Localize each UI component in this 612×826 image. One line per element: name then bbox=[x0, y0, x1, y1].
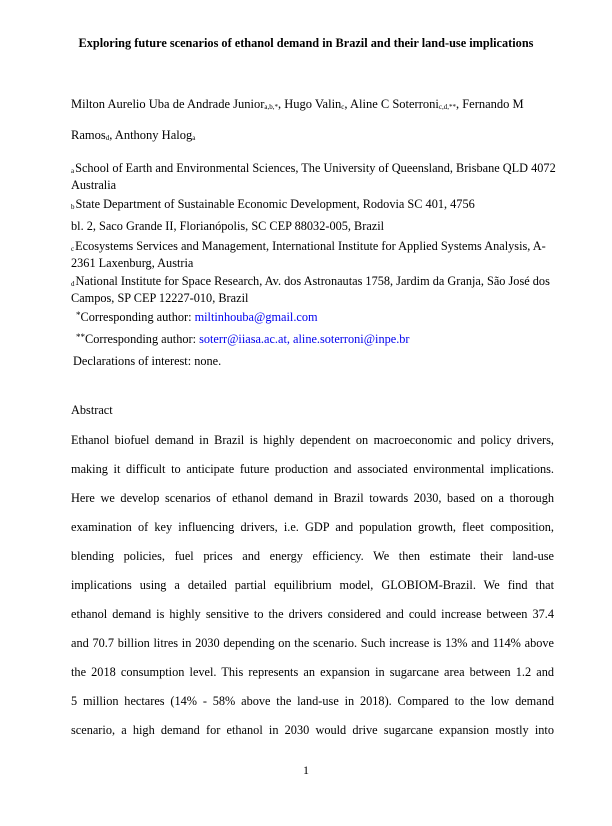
author-affiliation-mark: d bbox=[105, 134, 110, 142]
author-name: Anthony Halog bbox=[114, 128, 193, 142]
paper-title: Exploring future scenarios of ethanol demand in Brazil and their land-use implications bbox=[78, 36, 534, 50]
abstract-line: ethanol demand is highly sensitive to the drivers considered and could increase between 37.4 bbox=[71, 607, 554, 621]
affiliation-a bbox=[71, 161, 556, 192]
author-affiliation-mark: c,d,** bbox=[438, 103, 456, 111]
abstract-line: blending policies, fuel prices and energy efficiency. We then estimate their land-use bbox=[71, 549, 554, 563]
affiliation-mark: b bbox=[71, 203, 75, 211]
author-name: Aline C Soterroni bbox=[349, 97, 439, 111]
affiliation-mark: c bbox=[71, 245, 75, 253]
author-separator: , bbox=[455, 97, 460, 111]
author-separator: , bbox=[277, 97, 282, 111]
author-separator: , bbox=[109, 128, 113, 142]
affiliation-text: State Department of Sustainable Economic Development, Rodovia SC 401, 4756 bbox=[75, 197, 475, 211]
affiliation-mark: d bbox=[71, 280, 75, 288]
abstract-line: examination of key influencing drivers, i.e. GDP and population growth, fleet composition, bbox=[71, 520, 554, 534]
author-name: Hugo Valin bbox=[284, 97, 342, 111]
affiliation-b bbox=[71, 197, 556, 214]
corresponding-label: Corresponding author: bbox=[85, 332, 200, 346]
corresponding-label: Corresponding author: bbox=[80, 310, 195, 324]
affiliation-c bbox=[71, 239, 556, 270]
email-link[interactable]: miltinhouba@gmail.com bbox=[194, 310, 318, 324]
abstract-line: Ethanol biofuel demand in Brazil is highly dependent on macroeconomic and policy drivers, bbox=[71, 433, 554, 447]
asterisk-mark: ** bbox=[76, 332, 85, 342]
author-affiliation-mark: a bbox=[192, 134, 196, 142]
affiliation-d bbox=[71, 274, 556, 305]
author-list-line-1 bbox=[71, 97, 571, 114]
abstract-line: and 70.7 billion litres in 2030 depending on the scenario. Such increase is 13% and 114% above bbox=[71, 636, 554, 650]
author-affiliation-mark: c bbox=[341, 103, 345, 111]
asterisk-mark: * bbox=[76, 310, 81, 320]
corresponding-author-2 bbox=[76, 332, 410, 347]
abstract-heading: Abstract bbox=[71, 403, 113, 417]
email-link[interactable]: aline.soterroni@inpe.br bbox=[293, 332, 410, 346]
affiliation-b-continued bbox=[71, 219, 556, 233]
affiliation-text: National Institute for Space Research, Av. dos Astronautas 1758, Jardim da Granja, São José dos Campos, SP CEP 12227-010, Brazil bbox=[71, 274, 550, 305]
abstract-line: 5 million hectares (14% - 58% above the land-use in 2018). Compared to the low demand bbox=[71, 694, 554, 708]
abstract-line: Here we develop scenarios of ethanol demand in Brazil towards 2030, based on a thorough bbox=[71, 491, 554, 505]
author-name: Milton Aurelio Uba de Andrade Junior bbox=[71, 97, 265, 111]
affiliation-text: Ecosystems Services and Management, International Institute for Applied Systems Analysis, A-2361 Laxenburg, Austria bbox=[71, 239, 546, 270]
affiliation-mark: a bbox=[71, 167, 75, 175]
declarations: Declarations of interest: none. bbox=[73, 354, 222, 368]
abstract-line: making it difficult to anticipate future production and associated environmental implications. bbox=[71, 462, 554, 476]
abstract-line: the 2018 consumption level. This represents an expansion in sugarcane area between 1.2 and bbox=[71, 665, 554, 679]
email-link[interactable]: soterr@iiasa.ac.at bbox=[199, 332, 287, 346]
author-name: Ramos bbox=[71, 128, 106, 142]
author-name: Fernando M bbox=[462, 97, 524, 111]
author-separator: , bbox=[344, 97, 348, 111]
author-list-line-2 bbox=[71, 128, 571, 145]
author-affiliation-mark: a,b,* bbox=[264, 103, 278, 111]
abstract-line: scenario, a high demand for ethanol in 2030 would drive sugarcane expansion mostly into bbox=[71, 723, 554, 737]
abstract-line: implications using a detailed partial equilibrium model, GLOBIOM-Brazil. We find that bbox=[71, 578, 554, 592]
affiliation-text: bl. 2, Saco Grande II, Florianópolis, SC CEP 88032-005, Brazil bbox=[71, 219, 385, 233]
page-number: 1 bbox=[303, 763, 309, 777]
affiliation-text: School of Earth and Environmental Sciences, The University of Queensland, Brisbane QLD 4072 Australia bbox=[71, 161, 556, 192]
corresponding-author-1 bbox=[76, 310, 318, 325]
email-separator: , bbox=[286, 332, 294, 346]
